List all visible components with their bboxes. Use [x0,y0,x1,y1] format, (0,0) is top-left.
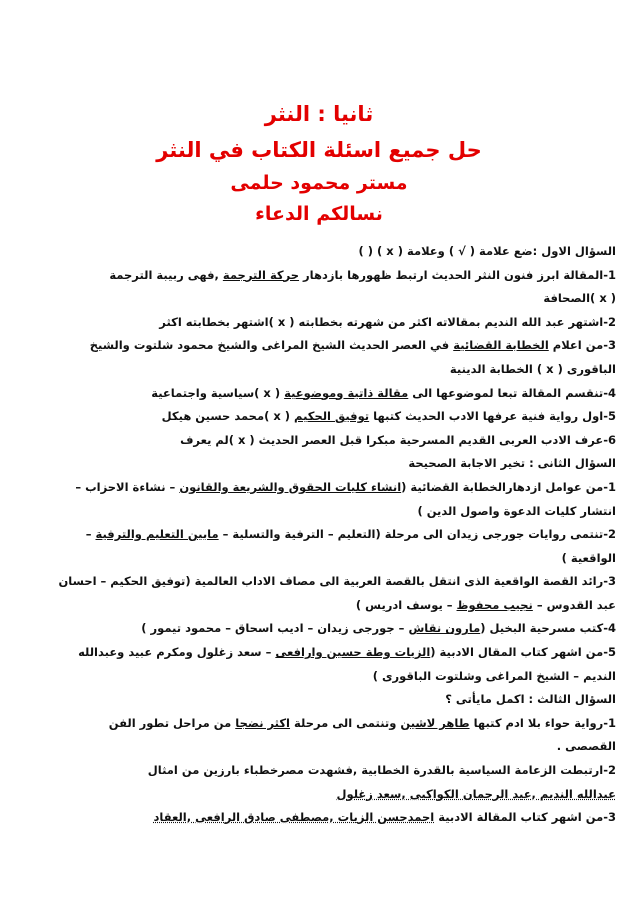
q3-title: السؤال الثالث : اكمل مايأتى ؟ [445,692,616,707]
section-title: ثانيا : النثر [264,102,374,126]
q2-item-1: 1-من عوامل ازدهارالخطابة القضائية (انشاء كليات الحقوق والشريعة والقانون – نشاءة الاحزاب – [75,479,616,494]
q3-item-1-cont: القصصى . [556,739,616,754]
closing-note: نسالكم الدعاء [255,203,383,226]
q3-item-3: 3-من اشهر كتاب المقالة الادبية احمدحسن الزيات ,مصطفى صادق الرافعى ,العقاد [153,810,616,825]
q1-item-4: 4-تنقسم المقالة تبعا لموضوعها الى مقالة ذاتية وموضوعية ( x )سياسية واجتماعية [151,385,616,400]
document-title: حل جميع اسئلة الكتاب في النثر [156,138,482,163]
q1-item-6: 6-عرف الادب العربى القديم المسرحية مبكرا قبل العصر الحديث ( x )لم يعرف [180,432,616,447]
q3-item-1: 1-رواية حواء بلا ادم كتبها طاهر لاشين وتنتمى الى مرحلة اكثر نضجا من مراحل تطور الفن [108,715,616,730]
q1-item-3: 3-من اعلام الخطابة القضائية في العصر الحديث الشيخ المراغى والشيخ محمود شلتوت والشيخ [89,338,616,353]
q2-item-2: 2-تنتمى روايات جورجى زيدان الى مرحلة (التعليم – الترفية والتسلية – مابين التعليم والترفية – [85,527,616,542]
q1-item-3-cont: الباقورى ( x ) الخطابة الدينية [449,361,616,376]
q1-item-1-cont: ( x )الصحافة [543,291,616,306]
q2-item-3-cont: عبد القدوس – نجيب محفوظ – يوسف ادريس ) [355,597,616,612]
q1-item-2: 2-اشتهر عبد الله النديم بمقالاته اكثر من شهرته بخطابته ( x )اشتهر بخطابته اكثر [159,314,616,329]
q2-title: السؤال الثانى : تخير الاجابة الصحيحة [408,456,616,471]
q1-item-5: 5-اول رواية فنية عرفها الادب الحديث كتبها توفيق الحكيم ( x )محمد حسين هيكل [161,409,616,424]
q2-item-3: 3-رائد القصة الواقعية الذى انتقل بالقصة العربية الى مصاف الاداب العالمية (توفيق الحكيم – احسان [58,574,616,589]
q2-item-1-cont: انتشار كليات الدعوة واصول الدين ) [417,503,616,518]
q1-item-1: 1-المقالة ابرز فنون النثر الحديث ارتبط ظهورها بازدهار حركة الترجمة ,فهى ربيبة الترجمة [109,267,616,282]
document-body [22,240,616,830]
q2-item-5: 5-من اشهر كتاب المقال الادبية (الزيات وطة حسين وارافعى – سعد زغلول ومكرم عبيد وعبدالله [78,645,616,660]
document-header [22,100,616,228]
q2-item-2-cont: الواقعية ) [561,550,616,565]
q1-title: السؤال الاول :ضع علامة ( √ ) وعلامة ( x ) ( ) [358,243,616,258]
q2-item-4: 4-كتب مسرحية البخيل (مارون نقاش – جورجى زيدان – اديب اسحاق – محمود تيمور ) [141,621,616,636]
q2-item-5-cont: النديم – الشيخ المراغى وشلتوت الباقورى ) [372,668,616,683]
q3-item-2: 2-ارتبطت الزعامة السياسية بالقدرة الخطابية ,فشهدت مصرخطباء بارزين من امثال [147,763,616,778]
q3-item-2-answer: عبدالله النديم ,عبد الرحمان الكواكبى ,سعد زغلول [336,786,616,801]
document-page [22,100,616,830]
author-name: مستر محمود حلمى [230,171,408,194]
